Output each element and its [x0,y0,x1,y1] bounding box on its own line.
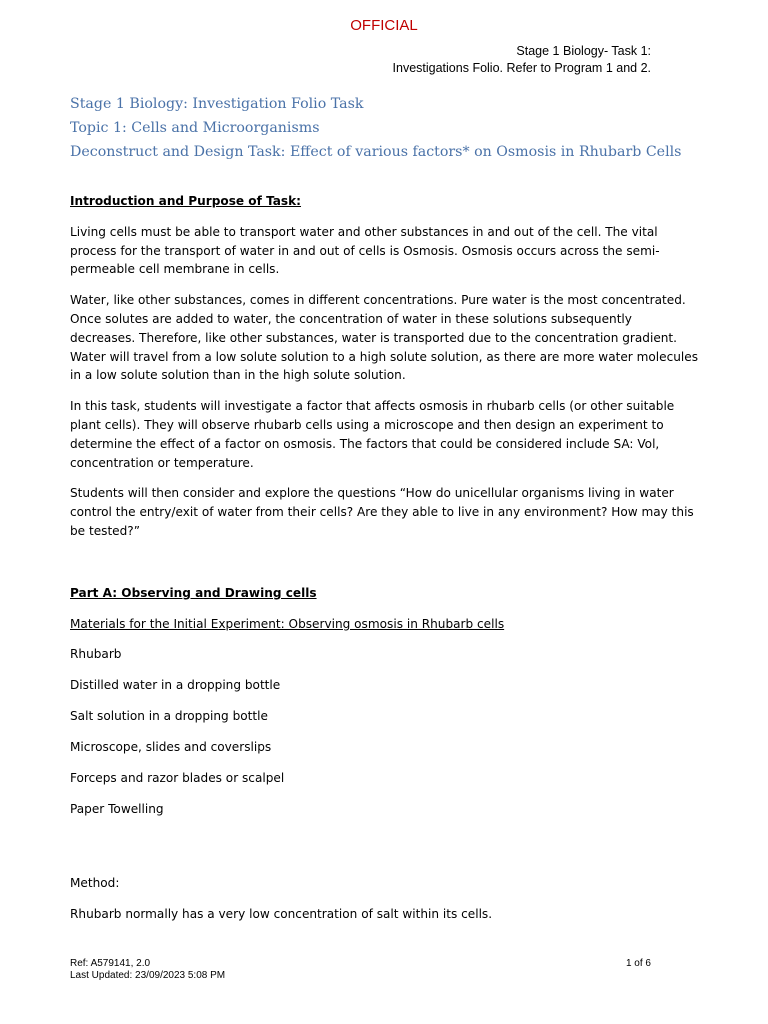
material-item: Salt solution in a dropping bottle [70,709,268,724]
header-line-2: Investigations Folio. Refer to Program 1 and 2. [392,61,651,75]
document-body [70,92,700,924]
materials-heading: Materials for the Initial Experiment: Observing osmosis in Rhubarb cells [70,616,505,631]
materials-list [70,645,700,831]
page-number: 1 of 6 [625,958,651,969]
title-stage: Stage 1 Biology: Investigation Folio Task [70,96,364,112]
footer-reference [70,958,225,982]
intro-paragraph-4: Students will then consider and explore the questions “How do unicellular organisms living in water control the entry/exit of water from their cells? Are they able to live in any environment? How may this be tested?” [70,486,694,538]
title-task: Deconstruct and Design Task: Effect of various factors* on Osmosis in Rhubarb Cells [70,144,682,160]
intro-paragraph-2: Water, like other substances, comes in different concentrations. Pure water is the most concentrated. Once solutes are added to water, the concentration of water in these solutions subsequently decreases. Therefore, like other substances, water is transported due to the concentration gradient. Water will travel from a low solute solution to a high solute solution, as there are more water molecules in a low solute solution than in the high solute solution. [70,293,699,383]
material-item: Microscope, slides and coverslips [70,740,272,755]
intro-paragraph-3: In this task, students will investigate a factor that affects osmosis in rhubarb cells (or other suitable plant cells). They will observe rhubarb cells using a microscope and then design an experiment to determine the effect of a factor on osmosis. The factors that could be considered include SA: Vol, concentration or temperature. [70,399,675,470]
method-text: Rhubarb normally has a very low concentration of salt within its cells. [70,907,493,922]
material-item: Paper Towelling [70,802,164,817]
method-heading: Method: [70,876,120,891]
footer-ref: Ref: A579141, 2.0 [70,958,151,969]
header-line-1: Stage 1 Biology- Task 1: [516,44,651,58]
intro-paragraph-1: Living cells must be able to transport water and other substances in and out of the cell. The vital process for the transport of water in and out of cells is Osmosis. Osmosis occurs across the semi-permeable cell membrane in cells. [70,224,660,277]
material-item: Rhubarb [70,647,122,662]
footer-last-updated: Last Updated: 23/09/2023 5:08 PM [70,970,226,981]
title-topic: Topic 1: Cells and Microorganisms [70,120,320,136]
material-item: Distilled water in a dropping bottle [70,678,281,693]
part-a-heading: Part A: Observing and Drawing cells [70,585,317,600]
intro-heading: Introduction and Purpose of Task: [70,194,302,208]
classification-label: OFFICIAL [350,17,418,34]
material-item: Forceps and razor blades or scalpel [70,771,285,786]
document-header [393,43,651,77]
